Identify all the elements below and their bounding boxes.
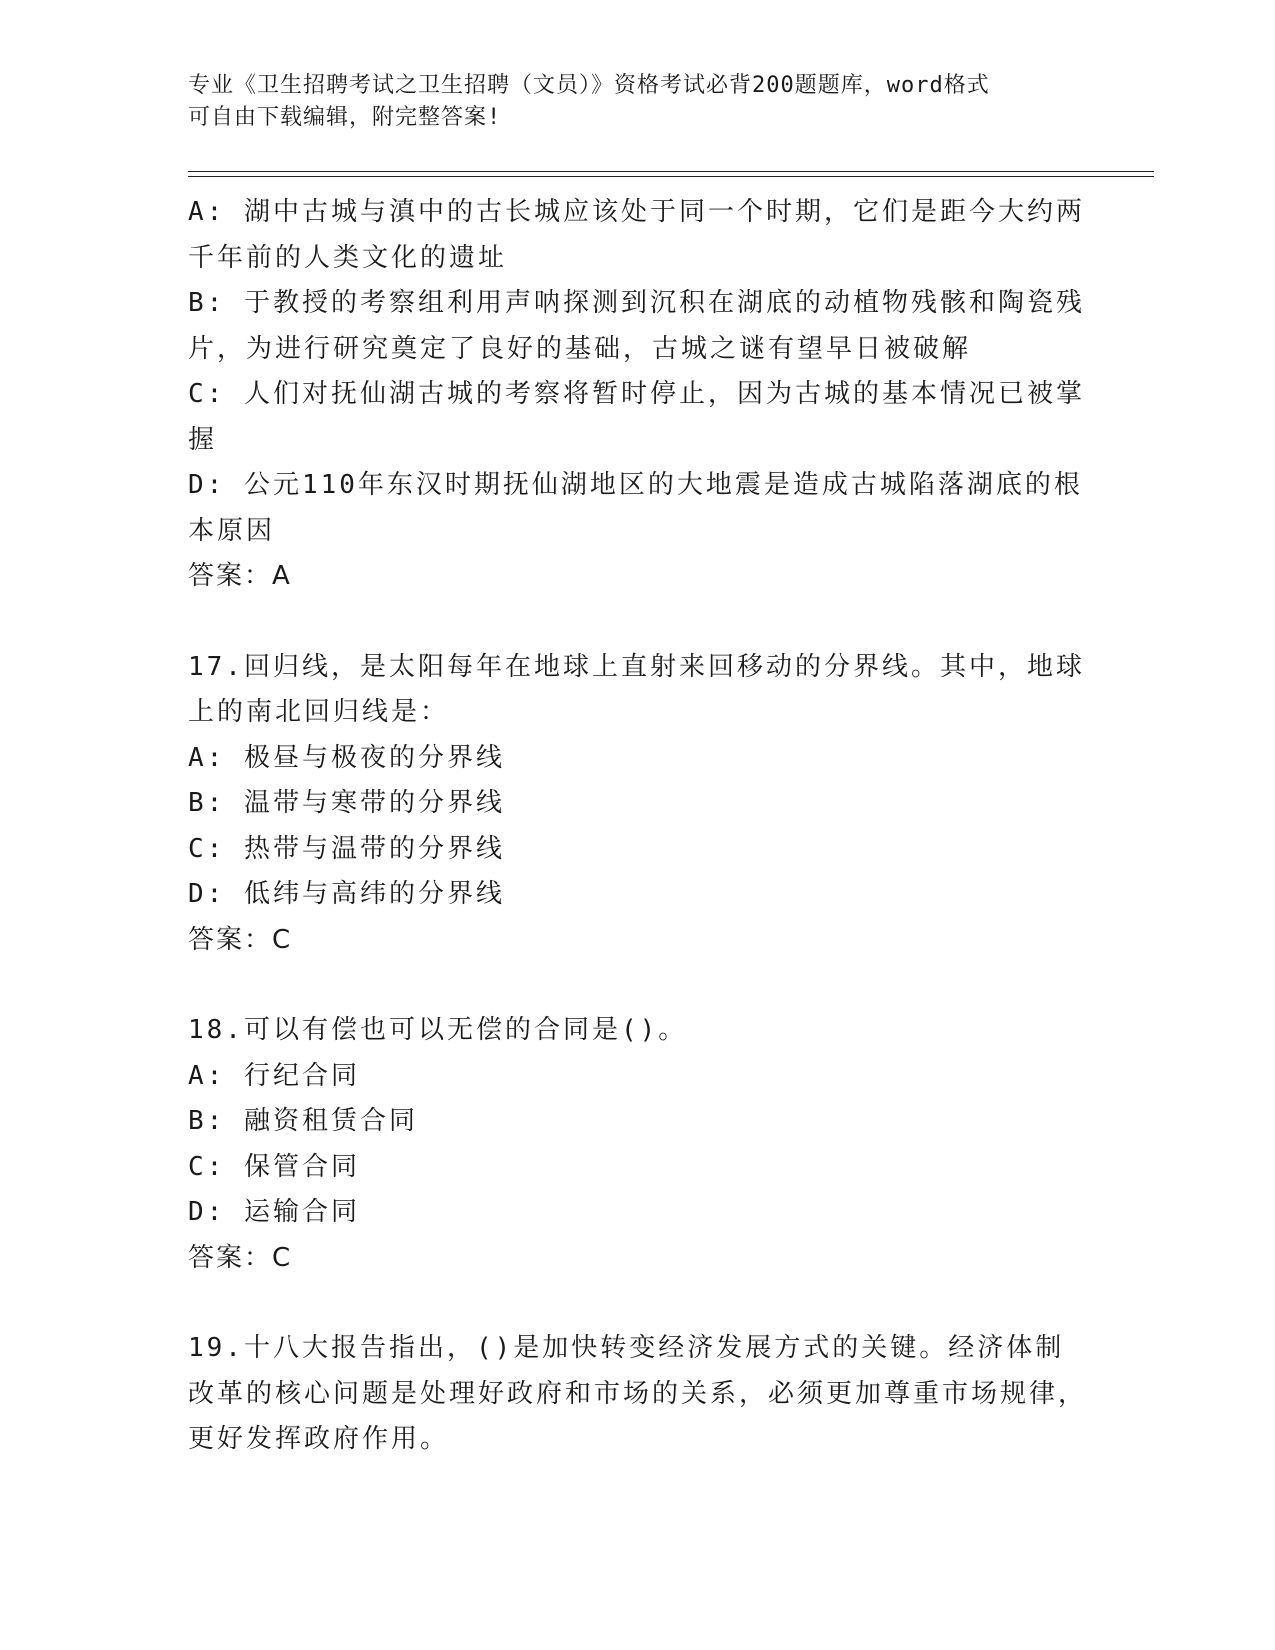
answer-line: 答案：C bbox=[188, 924, 293, 955]
option-c: C: 保管合同 bbox=[188, 1151, 360, 1182]
option-c: C: 热带与温带的分界线 bbox=[188, 833, 505, 864]
answer-line: 答案：C bbox=[188, 1242, 293, 1273]
question-list bbox=[188, 190, 1088, 1463]
spacer bbox=[188, 600, 1088, 645]
question-18-block bbox=[188, 1008, 1088, 1281]
option-a: A: 行纪合同 bbox=[188, 1060, 360, 1091]
header-title-line-2: 可自由下载编辑，附完整答案! bbox=[188, 105, 502, 130]
option-d: D: 运输合同 bbox=[188, 1197, 360, 1227]
header-rule-top bbox=[188, 171, 1154, 172]
option-d: D: 低纬与高纬的分界线 bbox=[188, 879, 505, 909]
option-b: B: 融资租赁合同 bbox=[188, 1106, 418, 1136]
answer-line: 答案：A bbox=[188, 561, 292, 591]
header-title-line-1: 专业《卫生招聘考试之卫生招聘（文员）》资格考试必背200题题库，word格式 bbox=[188, 73, 990, 98]
option-b: B: 于教授的考察组利用声呐探测到沉积在湖底的动植物残骸和陶瓷残片，为进行研究奠定了良好的基础，古城之谜有望早日被破解 bbox=[188, 288, 1085, 364]
question-17-block bbox=[188, 645, 1088, 964]
header-rule-bottom bbox=[188, 176, 1154, 177]
question-stem: 17.回归线，是太阳每年在地球上直射来回移动的分界线。其中，地球上的南北回归线是： bbox=[188, 651, 1085, 727]
spacer bbox=[188, 1281, 1088, 1326]
option-a: A: 极昼与极夜的分界线 bbox=[188, 742, 505, 773]
question-16-block bbox=[188, 190, 1088, 600]
question-stem: 18.可以有偿也可以无偿的合同是()。 bbox=[188, 1015, 688, 1045]
question-stem: 19.十八大报告指出，()是加快转变经济发展方式的关键。经济体制改革的核心问题是处理好政府和市场的关系，必须更加尊重市场规律，更好发挥政府作用。 bbox=[188, 1333, 1088, 1454]
question-19-block bbox=[188, 1326, 1088, 1463]
option-a: A: 湖中古城与滇中的古长城应该处于同一个时期，它们是距今大约两千年前的人类文化的遗址 bbox=[188, 197, 1085, 273]
spacer bbox=[188, 963, 1088, 1008]
document-header bbox=[188, 70, 1088, 134]
option-b: B: 温带与寒带的分界线 bbox=[188, 788, 505, 818]
option-d: D: 公元110年东汉时期抚仙湖地区的大地震是造成古城陷落湖底的根本原因 bbox=[188, 470, 1083, 546]
option-c: C: 人们对抚仙湖古城的考察将暂时停止，因为古城的基本情况已被掌握 bbox=[188, 379, 1085, 455]
